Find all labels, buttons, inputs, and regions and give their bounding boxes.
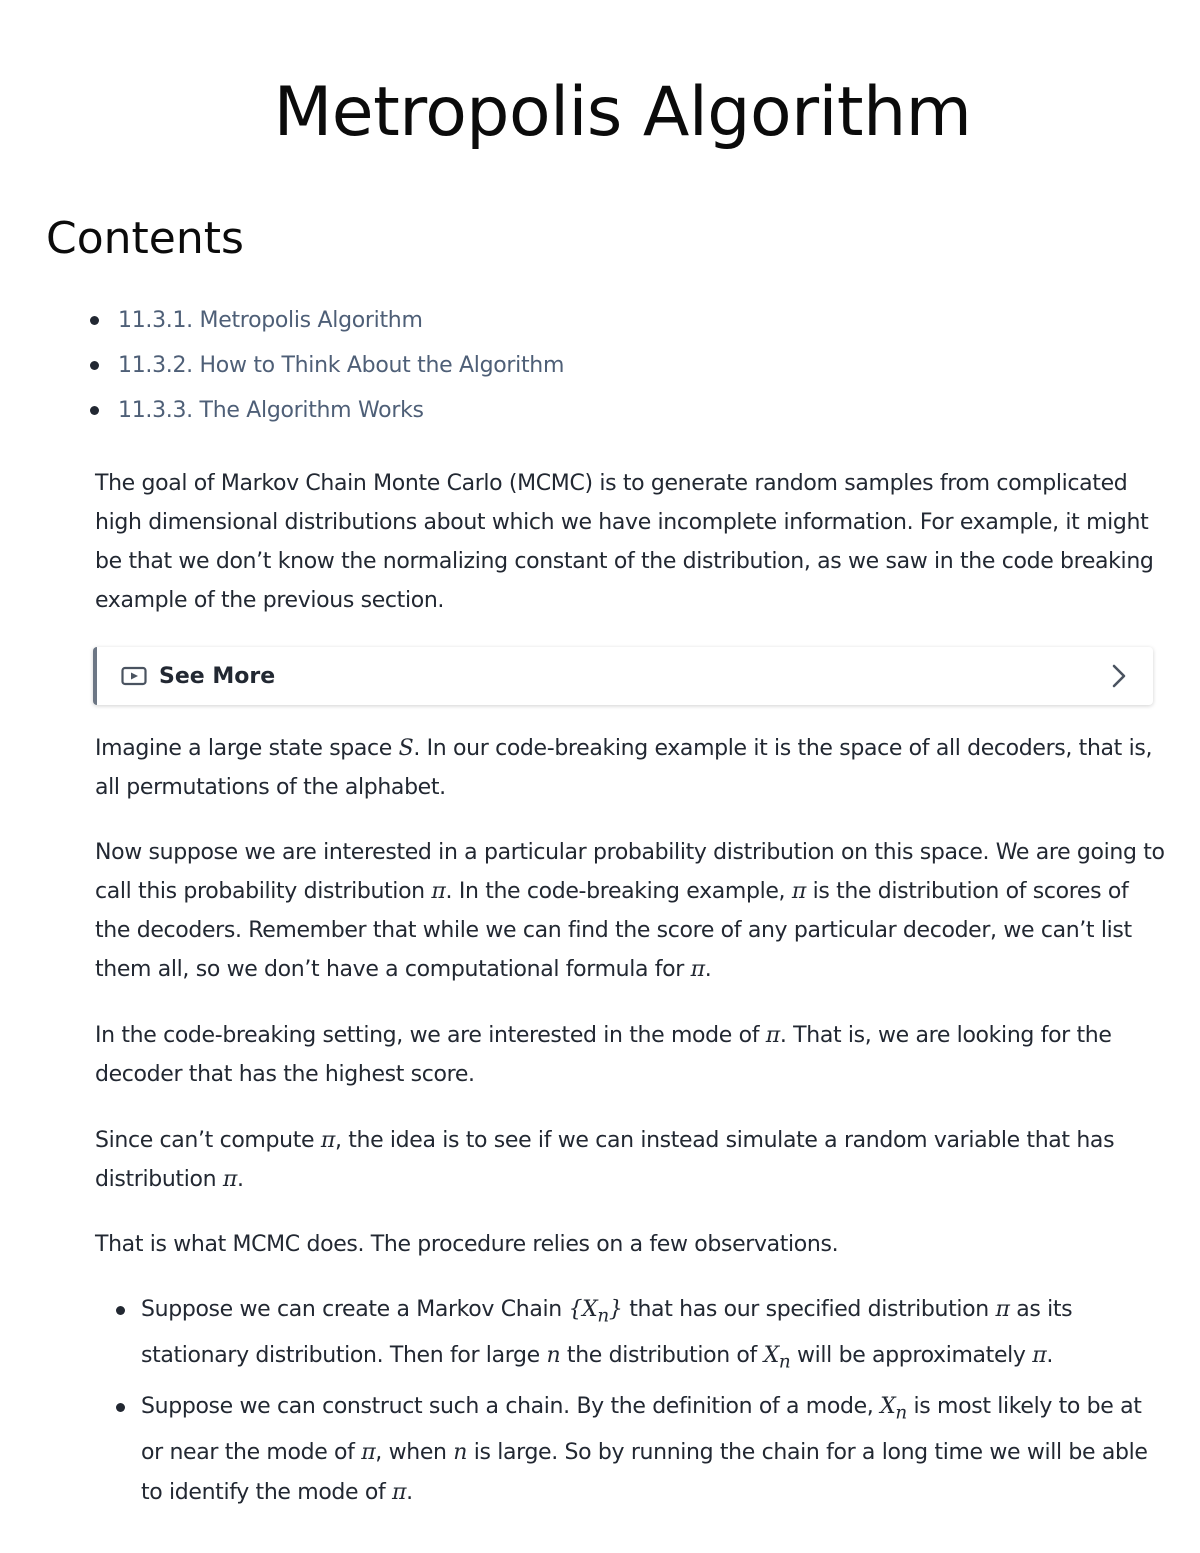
toc-link-how-to-think[interactable]: 11.3.2. How to Think About the Algorithm	[118, 353, 565, 378]
toc-link-algorithm-works[interactable]: 11.3.3. The Algorithm Works	[118, 398, 424, 423]
chevron-right-icon[interactable]	[1109, 663, 1129, 689]
math-symbol: X	[582, 1297, 598, 1322]
text-run: the distribution of	[560, 1343, 764, 1369]
math-symbol: π	[995, 1297, 1010, 1322]
simulate-paragraph	[95, 1121, 1165, 1199]
table-of-contents	[90, 298, 564, 433]
see-more-dropdown[interactable]	[93, 647, 1153, 705]
math-symbol: {	[568, 1297, 583, 1322]
distribution-paragraph	[95, 833, 1165, 989]
toc-link-metropolis-algorithm[interactable]: 11.3.1. Metropolis Algorithm	[118, 308, 423, 333]
text-run: , when	[375, 1440, 454, 1466]
toc-item	[90, 298, 564, 343]
math-symbol: π	[1032, 1343, 1047, 1369]
math-symbol: }	[608, 1297, 623, 1322]
toc-item	[90, 343, 564, 388]
text-run: .	[704, 957, 712, 982]
text-run: Imagine a large state space	[95, 736, 399, 761]
math-symbol: n	[453, 1440, 468, 1466]
text-run: .	[406, 1480, 413, 1506]
math-symbol: π	[222, 1167, 237, 1192]
text-run: will be approximately	[790, 1343, 1033, 1369]
math-symbol: X	[763, 1343, 779, 1369]
state-space-paragraph	[95, 729, 1165, 807]
math-symbol: π	[361, 1440, 376, 1466]
play-box-icon	[121, 666, 147, 686]
page-title: Metropolis Algorithm	[273, 73, 972, 152]
math-subscript: n	[597, 1305, 609, 1327]
bullet-icon	[116, 1306, 125, 1315]
math-symbol: π	[320, 1128, 335, 1153]
bullet-icon	[90, 316, 99, 325]
bullet-icon	[90, 406, 99, 415]
text-run: Now suppose we are interested in a particular probability distribution on this space. We are going to call this probability distribution	[95, 840, 1165, 904]
math-symbol: π	[690, 957, 705, 982]
text-run: In the code-breaking setting, we are interested in the mode of	[95, 1023, 766, 1048]
text-run: as its stationary distribution. Then for large	[141, 1297, 1073, 1369]
list-item	[116, 1387, 1156, 1513]
text-run: Since can’t compute	[95, 1128, 321, 1153]
mcmc-paragraph: That is what MCMC does. The procedure relies on a few observations.	[95, 1232, 839, 1257]
text-run: Suppose we can construct such a chain. By the definition of a mode,	[141, 1393, 881, 1419]
math-subscript: n	[895, 1402, 907, 1424]
bullet-icon	[90, 361, 99, 370]
see-more-label: See More	[159, 663, 276, 689]
text-run: . In the code-breaking example,	[445, 879, 792, 904]
math-symbol: π	[765, 1023, 780, 1048]
math-symbol: π	[431, 879, 446, 904]
bullet-icon	[116, 1403, 125, 1412]
math-symbol: π	[791, 879, 806, 904]
math-symbol: S	[398, 736, 414, 761]
text-run: is large. So by running the chain for a long time we will be able to identify the mode of	[141, 1440, 1148, 1506]
text-run: , the idea is to see if we can instead simulate a random variable that has distribution	[95, 1128, 1115, 1192]
contents-heading: Contents	[46, 213, 244, 264]
mode-paragraph	[95, 1016, 1165, 1094]
text-run: that has our specified distribution	[622, 1297, 996, 1322]
list-item	[116, 1290, 1156, 1383]
text-run: . That is, we are looking for the decoder that has the highest score.	[95, 1023, 1112, 1087]
toc-item	[90, 388, 564, 433]
math-subscript: n	[778, 1351, 791, 1373]
observations-list	[116, 1290, 1156, 1517]
text-run: . In our code-breaking example it is the space of all decoders, that is, all permutations of the alphabet.	[95, 736, 1153, 800]
text-run: .	[236, 1167, 244, 1192]
text-run: Suppose we can create a Markov Chain	[141, 1297, 569, 1322]
math-symbol: X	[880, 1393, 896, 1419]
intro-paragraph: The goal of Markov Chain Monte Carlo (MCMC) is to generate random samples from complicated high dimensional distributions about which we have incomplete information. For example, it might be that we don’t know the normalizing constant of the distribution, as we saw in the code breaking example of the previous section.	[95, 471, 1154, 613]
math-symbol: n	[546, 1343, 561, 1369]
text-run: is most likely to be at or near the mode of	[141, 1393, 1142, 1466]
text-run: is the distribution of scores of the decoders. Remember that while we can find the score of any particular decoder, we can’t list them all, so we don’t have a computational formula for	[95, 879, 1132, 982]
text-run: .	[1046, 1343, 1053, 1369]
math-symbol: π	[392, 1480, 407, 1506]
